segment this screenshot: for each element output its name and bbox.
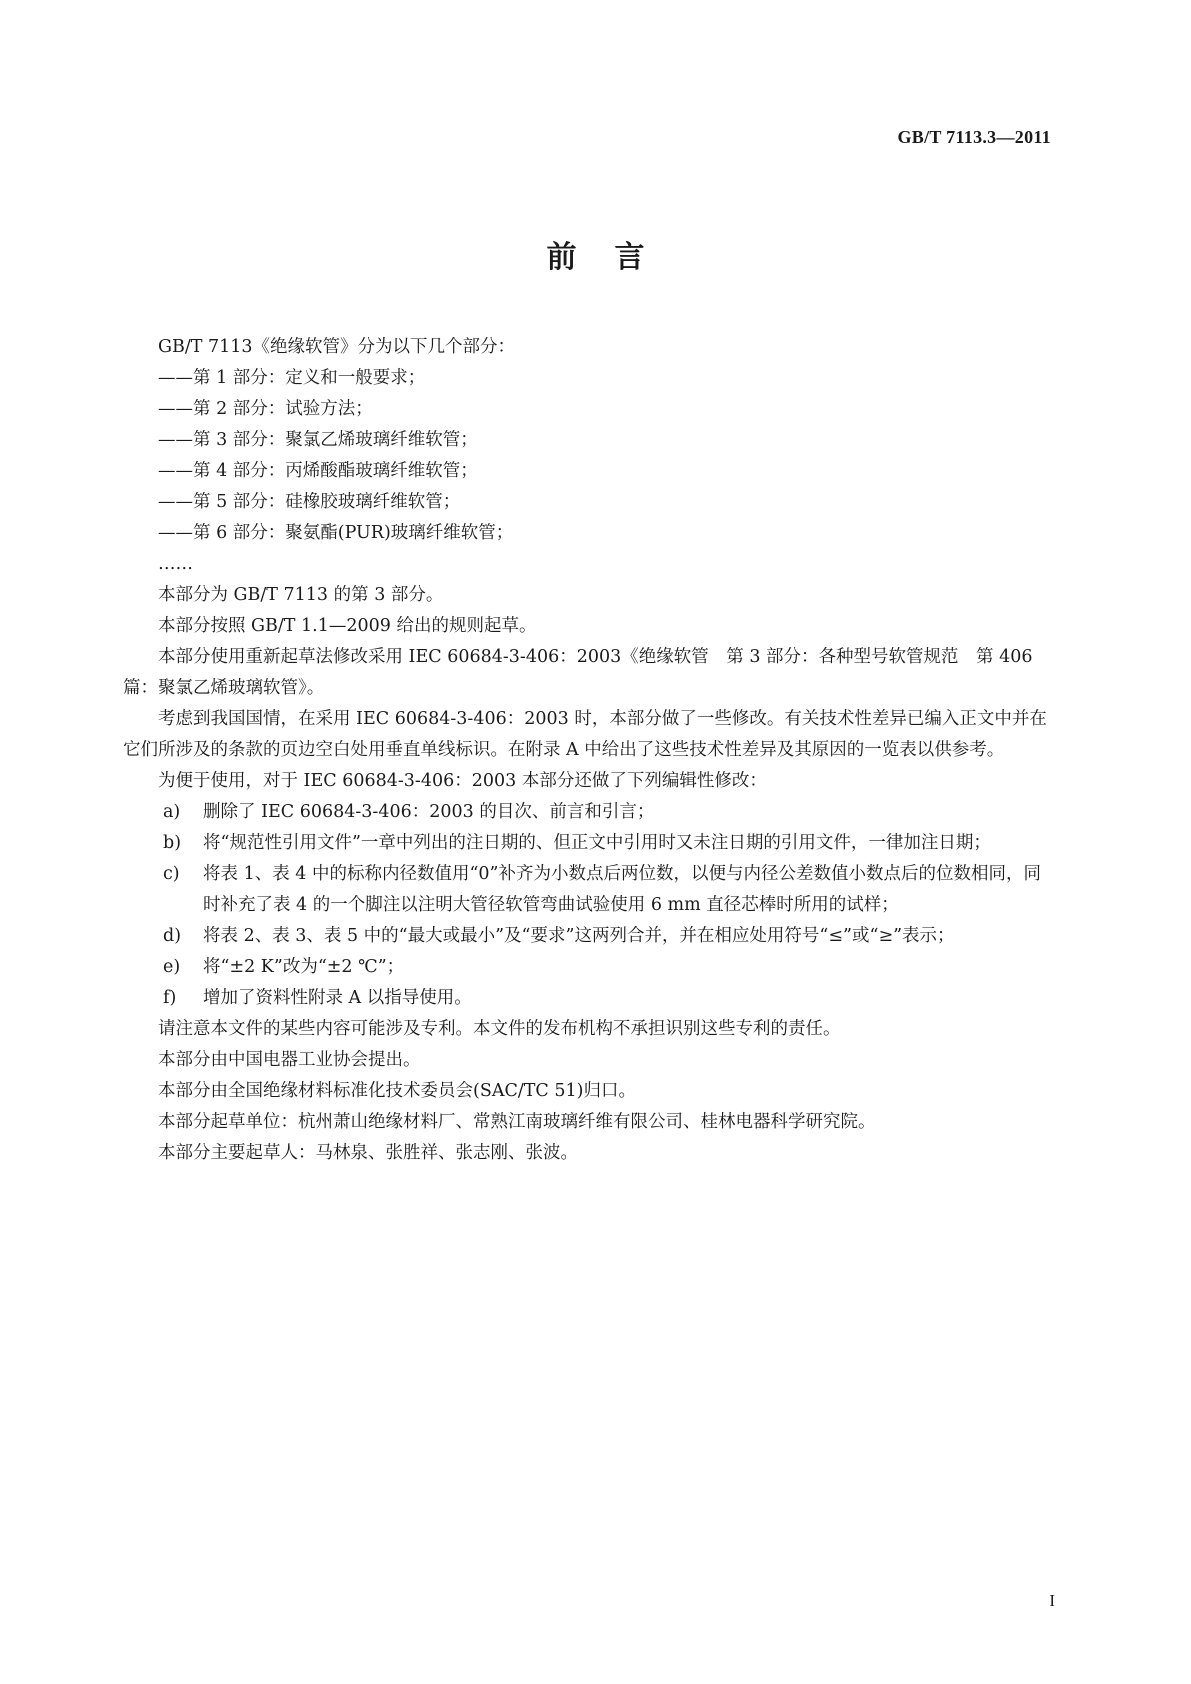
list-marker: f) [163,988,177,1008]
list-item-text: 将表 1、表 4 中的标称内径数值用“0”补齐为小数点后两位数，以便与内径公差数值小数点后的位数相同，同时补充了表 4 的一个脚注以注明大管径软管弯曲试验使用 6 mm 直径芯棒时所用的试样； [203,864,1041,915]
list-item [123,797,1051,828]
intro-paragraph: GB/T 7113《绝缘软管》分为以下几个部分： [158,337,516,357]
list-item: ——第 1 部分：定义和一般要求； [158,368,426,388]
paragraph-drafters: 本部分主要起草人：马林泉、张胜祥、张志刚、张波。 [158,1143,578,1163]
paragraph-centralized: 本部分由全国绝缘材料标准化技术委员会(SAC/TC 51)归口。 [158,1081,636,1101]
list-item [123,952,1051,983]
list-item-text: 增加了资料性附录 A 以指导使用。 [203,988,472,1008]
paragraph-adoption: 本部分使用重新起草法修改采用 IEC 60684-3-406：2003《绝缘软管 第 3 部分：各种型号软管规范 第 406 篇：聚氯乙烯玻璃软管》。 [123,647,1033,698]
list-marker: c) [163,864,180,884]
list-item: ——第 3 部分：聚氯乙烯玻璃纤维软管； [158,430,478,450]
paragraph-drafting-units: 本部分起草单位：杭州萧山绝缘材料厂、常熟江南玻璃纤维有限公司、桂林电器科学研究院。 [158,1112,876,1132]
list-marker: b) [163,833,182,853]
page-number: I [1049,1591,1055,1610]
paragraph-edit-intro: 为便于使用，对于 IEC 60684-3-406：2003 本部分还做了下列编辑性修改： [158,771,767,791]
list-item: ——第 5 部分：硅橡胶玻璃纤维软管； [158,492,461,512]
paragraph-patent: 请注意本文件的某些内容可能涉及专利。本文件的发布机构不承担识别这些专利的责任。 [158,1019,841,1039]
parts-list [123,363,1051,580]
list-item-text: 将表 2、表 3、表 5 中的“最大或最小”及“要求”这两列合并，并在相应处用符号“≤”或“≥”表示； [203,926,955,946]
document-body [123,332,1051,1169]
list-item-text: 将“规范性引用文件”一章中列出的注日期的、但正文中引用时又未注日期的引用文件，一律加注日期； [203,833,991,853]
list-item [123,859,1051,921]
paragraph-part3: 本部分为 GB/T 7113 的第 3 部分。 [158,585,444,605]
list-marker: a) [163,802,181,822]
paragraph-differences: 考虑到我国国情，在采用 IEC 60684-3-406：2003 时，本部分做了一些修改。有关技术性差异已编入正文中并在它们所涉及的条款的页边空白处用垂直单线标识。在附录 A 中给出了这些技术性差异及其原因的一览表以供参考。 [123,709,1047,760]
list-item-text: 将“±2 K”改为“±2 ℃”； [203,957,405,977]
list-item [123,921,1051,952]
list-item-text: 删除了 IEC 60684-3-406：2003 的目次、前言和引言； [203,802,655,822]
paragraph-rules: 本部分按照 GB/T 1.1—2009 给出的规则起草。 [158,616,537,636]
standard-number: GB/T 7113.3—2011 [897,127,1051,147]
list-item [123,828,1051,859]
list-item [123,983,1051,1014]
paragraph-proposed: 本部分由中国电器工业协会提出。 [158,1050,421,1070]
list-item: ——第 4 部分：丙烯酸酯玻璃纤维软管； [158,461,478,481]
list-item: …… [158,554,193,574]
edits-list [123,797,1051,1014]
page-title: 前言 [546,240,683,275]
list-item: ——第 6 部分：聚氨酯(PUR)玻璃纤维软管； [158,523,514,543]
list-item: ——第 2 部分：试验方法； [158,399,373,419]
list-marker: d) [163,926,182,946]
list-marker: e) [163,957,181,977]
